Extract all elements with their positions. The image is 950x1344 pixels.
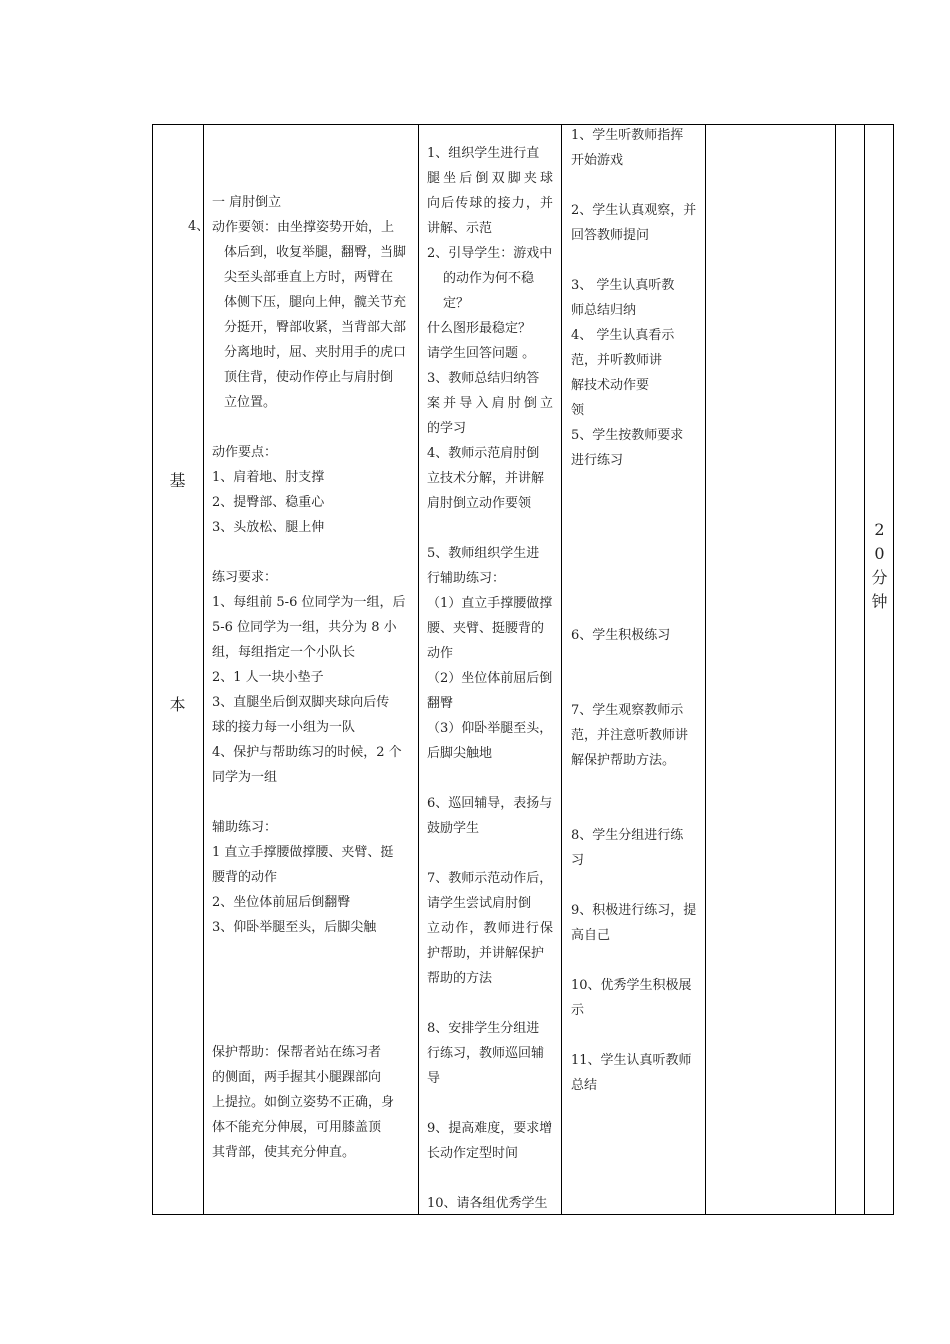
time-char: 钟: [871, 592, 888, 611]
text-line: 1、每组前 5-6 位同学为一组，后: [212, 595, 406, 610]
time-char: 2: [874, 520, 885, 539]
text-line: [212, 940, 408, 965]
text-line: 4、教师示范肩肘倒: [427, 446, 540, 461]
text-line: [571, 873, 699, 898]
text-line: 动作要领：由坐撑姿势开始，上: [212, 220, 395, 235]
text-line: [571, 1023, 699, 1048]
text-line: [427, 1166, 553, 1191]
text-line: [571, 248, 699, 273]
text-line: （3）仰卧举腿至头，: [427, 721, 553, 736]
text-line: 4、 学生认真看示: [571, 328, 675, 343]
text-line: 行练习，教师巡回辅: [427, 1046, 545, 1061]
text-line: 行辅助练习：: [427, 571, 506, 586]
text-line: 尖至头部垂直上方时，两臂在: [224, 270, 394, 285]
text-line: 的学习: [427, 421, 467, 436]
text-line: 1、学生听教师指挥: [571, 128, 684, 143]
column-divider: [203, 124, 204, 1215]
text-line: 进行练习: [571, 453, 624, 468]
student-activity-column: [571, 123, 699, 1098]
text-line: 其背部，使其充分伸直。: [212, 1145, 356, 1160]
text-line: [571, 523, 699, 548]
text-line: 组，每组指定一个小队长: [212, 645, 356, 660]
text-line: 球的接力每一小组为一队: [212, 720, 356, 735]
teacher-activity-column: [427, 141, 553, 1216]
table-border-left: [152, 124, 153, 1215]
column-divider: [561, 124, 562, 1215]
text-line: 体不能充分伸展，可用膝盖顶: [212, 1120, 382, 1135]
text-line: 翻臀: [427, 696, 454, 711]
text-line: 立技术分解，并讲解: [427, 471, 545, 486]
section-label-char: 本: [169, 695, 186, 714]
text-line: 范，并注意听教师讲: [571, 728, 689, 743]
column-divider: [418, 124, 419, 1215]
text-line: 的侧面，两手握其小腿踝部向: [212, 1070, 382, 1085]
lesson-plan-table: [152, 124, 894, 1215]
table-border-top: [152, 124, 894, 125]
text-line: 解保护帮助方法。: [571, 753, 676, 768]
text-line: 5、教师组织学生进: [427, 546, 540, 561]
text-line: 1、肩着地、肘支撑: [212, 470, 325, 485]
text-line: 腿坐后倒双脚夹球: [427, 171, 553, 186]
text-line: [571, 498, 699, 523]
text-line: [571, 798, 699, 823]
text-line: [212, 790, 408, 815]
content-column: [188, 190, 408, 1165]
text-line: 高自己: [571, 928, 611, 943]
content-number: 4、: [188, 219, 210, 234]
text-line: 帮助的方法: [427, 971, 493, 986]
text-line: 分挺开，臀部收紧，当背部大部: [224, 320, 407, 335]
text-line: 什么图形最稳定？: [427, 321, 532, 336]
text-line: 辅助练习：: [212, 820, 278, 835]
text-line: [427, 991, 553, 1016]
text-line: 8、安排学生分组进: [427, 1021, 540, 1036]
text-line: 3、 学生认真听教: [571, 278, 675, 293]
text-line: 7、教师示范动作后，: [427, 871, 553, 886]
text-line: [571, 648, 699, 673]
text-line: 导: [427, 1071, 441, 1086]
text-line: 讲解、示范: [427, 221, 493, 236]
text-line: 2、坐位体前屈后倒翻臀: [212, 895, 351, 910]
text-line: 1 直立手撑腰做撑腰、夹臂、挺: [212, 845, 394, 860]
text-line: 师总结归纳: [571, 303, 637, 318]
text-line: 5-6 位同学为一组，共分为 8 小: [212, 620, 397, 635]
text-line: [571, 773, 699, 798]
text-line: [427, 841, 553, 866]
text-line: 护帮助，并讲解保护: [427, 946, 545, 961]
text-line: [571, 948, 699, 973]
text-line: 体侧下压，腿向上伸，髋关节充: [224, 295, 407, 310]
text-line: 的动作为何不稳: [443, 271, 535, 286]
text-line: [571, 473, 699, 498]
text-line: 习: [571, 853, 585, 868]
text-line: （1）直立手撑腰做撑: [427, 596, 553, 611]
column-divider: [835, 124, 836, 1215]
text-line: [571, 548, 699, 573]
text-line: 10、请各组优秀学生: [427, 1196, 548, 1211]
text-line: 7、学生观察教师示: [571, 703, 684, 718]
table-border-right: [893, 124, 894, 1215]
text-line: [571, 598, 699, 623]
text-line: 回答教师提问: [571, 228, 650, 243]
text-line: 一 肩肘倒立: [212, 195, 282, 210]
text-line: 鼓励学生: [427, 821, 480, 836]
text-line: 顶住背，使动作停止与肩肘倒: [224, 370, 394, 385]
text-line: 定？: [443, 296, 470, 311]
text-line: （2）坐位体前屈后倒: [427, 671, 553, 686]
text-line: 3、仰卧举腿至头，后脚尖触: [212, 920, 377, 935]
text-line: [212, 415, 408, 440]
text-line: 案并导入肩肘倒立: [427, 396, 553, 411]
column-divider: [864, 124, 865, 1215]
section-label-char: 基: [169, 471, 186, 490]
text-line: 肩肘倒立动作要领: [427, 496, 532, 511]
text-line: 立位置。: [224, 395, 277, 410]
text-line: 请学生尝试肩肘倒: [427, 896, 532, 911]
text-line: 解技术动作要: [571, 378, 650, 393]
time-char: 分: [871, 568, 888, 587]
text-line: [571, 673, 699, 698]
text-line: [212, 990, 408, 1015]
text-line: 6、学生积极练习: [571, 628, 671, 643]
text-line: 体后到，收复举腿，翻臀，当脚: [224, 245, 407, 260]
text-line: 8、学生分组进行练: [571, 828, 684, 843]
text-line: [571, 573, 699, 598]
text-line: 3、直腿坐后倒双脚夹球向后传: [212, 695, 390, 710]
text-line: 4、保护与帮助练习的时候，2 个: [212, 745, 402, 760]
text-line: 总结: [571, 1078, 598, 1093]
text-line: [427, 766, 553, 791]
text-line: 请学生回答问题 。: [427, 346, 536, 361]
text-line: 示: [571, 1003, 585, 1018]
text-line: 腰背的动作: [212, 870, 278, 885]
text-line: 上提拉。如倒立姿势不正确，身: [212, 1095, 395, 1110]
text-line: [212, 965, 408, 990]
text-line: 长动作定型时间: [427, 1146, 519, 1161]
text-line: 1、组织学生进行直: [427, 146, 540, 161]
text-line: 11、学生认真听教师: [571, 1053, 692, 1068]
text-line: 开始游戏: [571, 153, 624, 168]
text-line: 3、头放松、腿上伸: [212, 520, 325, 535]
text-line: 后脚尖触地: [427, 746, 493, 761]
text-line: 动作要点：: [212, 445, 278, 460]
text-line: [212, 1015, 408, 1040]
text-line: 范，并听教师讲: [571, 353, 663, 368]
text-line: 9、积极进行练习，提: [571, 903, 697, 918]
text-line: 腰、夹臂、挺腰背的: [427, 621, 545, 636]
text-line: 保护帮助：保帮者站在练习者: [212, 1045, 382, 1060]
text-line: 2、提臀部、稳重心: [212, 495, 325, 510]
column-divider: [705, 124, 706, 1215]
text-line: 2、学生认真观察，并: [571, 203, 697, 218]
text-line: [212, 540, 408, 565]
text-line: 2、1 人一块小垫子: [212, 670, 324, 685]
text-line: 3、教师总结归纳答: [427, 371, 540, 386]
text-line: 立动作，教师进行保: [427, 921, 553, 936]
text-line: 分离地时，屈、夹肘用手的虎口: [224, 345, 407, 360]
text-line: 10、优秀学生积极展: [571, 978, 692, 993]
text-line: 动作: [427, 646, 454, 661]
text-line: 向后传球的接力，并: [427, 196, 553, 211]
text-line: 2、引导学生：游戏中: [427, 246, 553, 261]
text-line: 5、学生按教师要求: [571, 428, 684, 443]
time-column: [865, 518, 894, 614]
text-line: [427, 516, 553, 541]
text-line: 9、提高难度，要求增: [427, 1121, 553, 1136]
text-line: 6、巡回辅导，表扬与: [427, 796, 553, 811]
text-line: [427, 1091, 553, 1116]
text-line: [571, 173, 699, 198]
text-line: 领: [571, 403, 585, 418]
time-char: 0: [874, 544, 885, 563]
text-line: 练习要求：: [212, 570, 278, 585]
text-line: 同学为一组: [212, 770, 278, 785]
